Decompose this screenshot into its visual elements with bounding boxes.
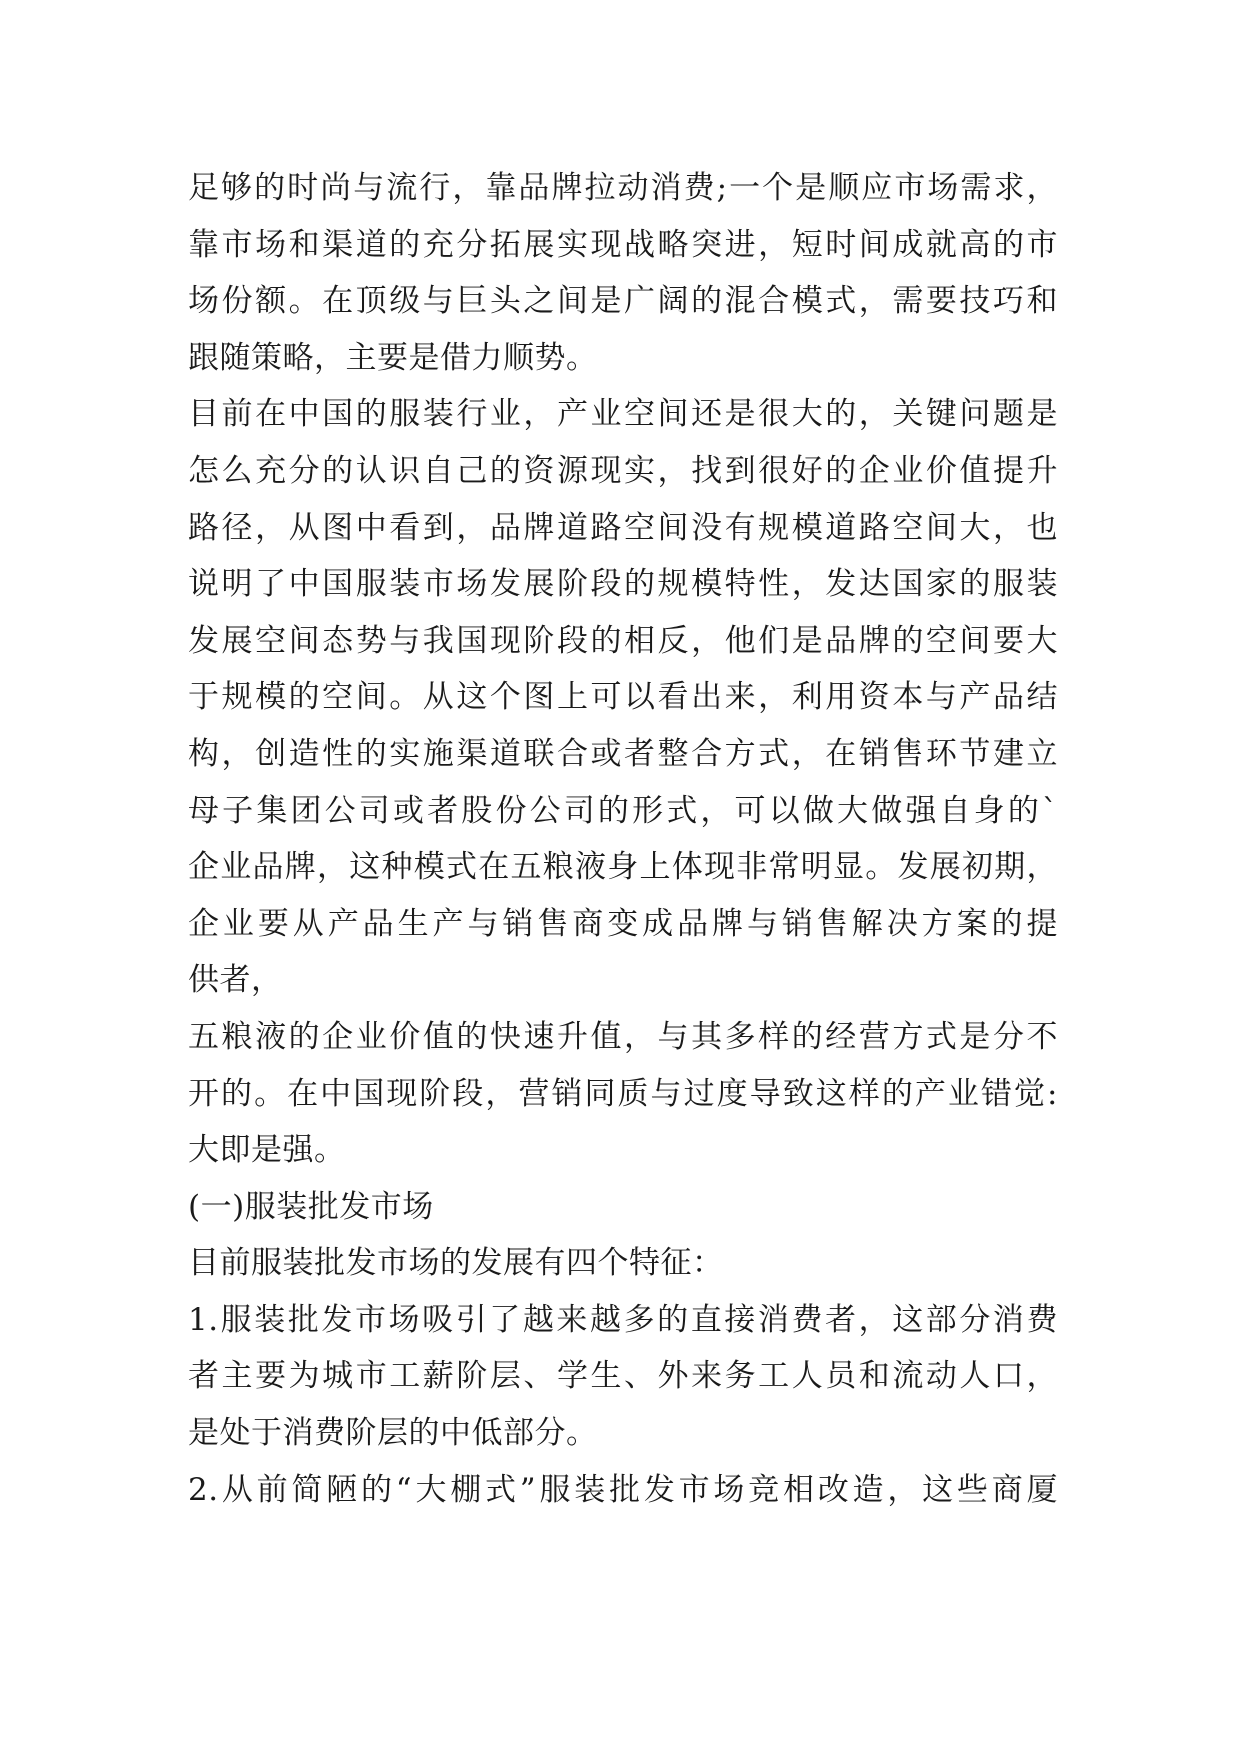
text-line: 企业要从产品生产与销售商变成品牌与销售解决方案的提 — [188, 905, 1058, 942]
text-line: 开的。在中国现阶段，营销同质与过度导致这样的产业错觉: — [188, 1075, 1058, 1112]
text-line: 是处于消费阶层的中低部分。 — [188, 1415, 598, 1452]
text-line: 大即是强。 — [188, 1132, 346, 1169]
text-line: 企业品牌，这种模式在五粮液身上体现非常明显。发展初期， — [188, 849, 1058, 886]
section-heading: (一)服装批发市场 — [188, 1188, 434, 1225]
text-line: 目前服装批发市场的发展有四个特征： — [188, 1245, 724, 1282]
text-line: 供者， — [188, 962, 283, 999]
text-line: 构，创造性的实施渠道联合或者整合方式，在销售环节建立 — [188, 735, 1058, 772]
text-line: 说明了中国服装市场发展阶段的规模特性，发达国家的服装 — [188, 566, 1058, 603]
text-line: 五粮液的企业价值的快速升值，与其多样的经营方式是分不 — [188, 1018, 1058, 1055]
text-line: 靠市场和渠道的充分拓展实现战略突进，短时间成就高的市 — [188, 226, 1058, 263]
text-line: 场份额。在顶级与巨头之间是广阔的混合模式，需要技巧和 — [188, 283, 1058, 320]
list-item-text: 1.服装批发市场吸引了越来越多的直接消费者，这部分消费 — [188, 1301, 1058, 1338]
text-line: 路径，从图中看到，品牌道路空间没有规模道路空间大，也 — [188, 509, 1058, 546]
document-body — [188, 160, 1058, 1518]
text-line: 于规模的空间。从这个图上可以看出来，利用资本与产品结 — [188, 679, 1058, 716]
list-item-text: 2.从前简陋的“大棚式”服装批发市场竞相改造，这些商厦 — [188, 1471, 1058, 1508]
text-line: 发展空间态势与我国现阶段的相反，他们是品牌的空间要大 — [188, 622, 1058, 659]
text-line: 怎么充分的认识自己的资源现实，找到很好的企业价值提升 — [188, 452, 1058, 489]
text-line: 母子集团公司或者股份公司的形式，可以做大做强自身的` — [188, 792, 1058, 829]
text-line: 者主要为城市工薪阶层、学生、外来务工人员和流动人口， — [188, 1358, 1058, 1395]
text-line: 足够的时尚与流行，靠品牌拉动消费;一个是顺应市场需求， — [188, 170, 1058, 206]
text-line: 目前在中国的服装行业，产业空间还是很大的，关键问题是 — [188, 396, 1058, 433]
text-line: 跟随策略，主要是借力顺势。 — [188, 339, 598, 376]
